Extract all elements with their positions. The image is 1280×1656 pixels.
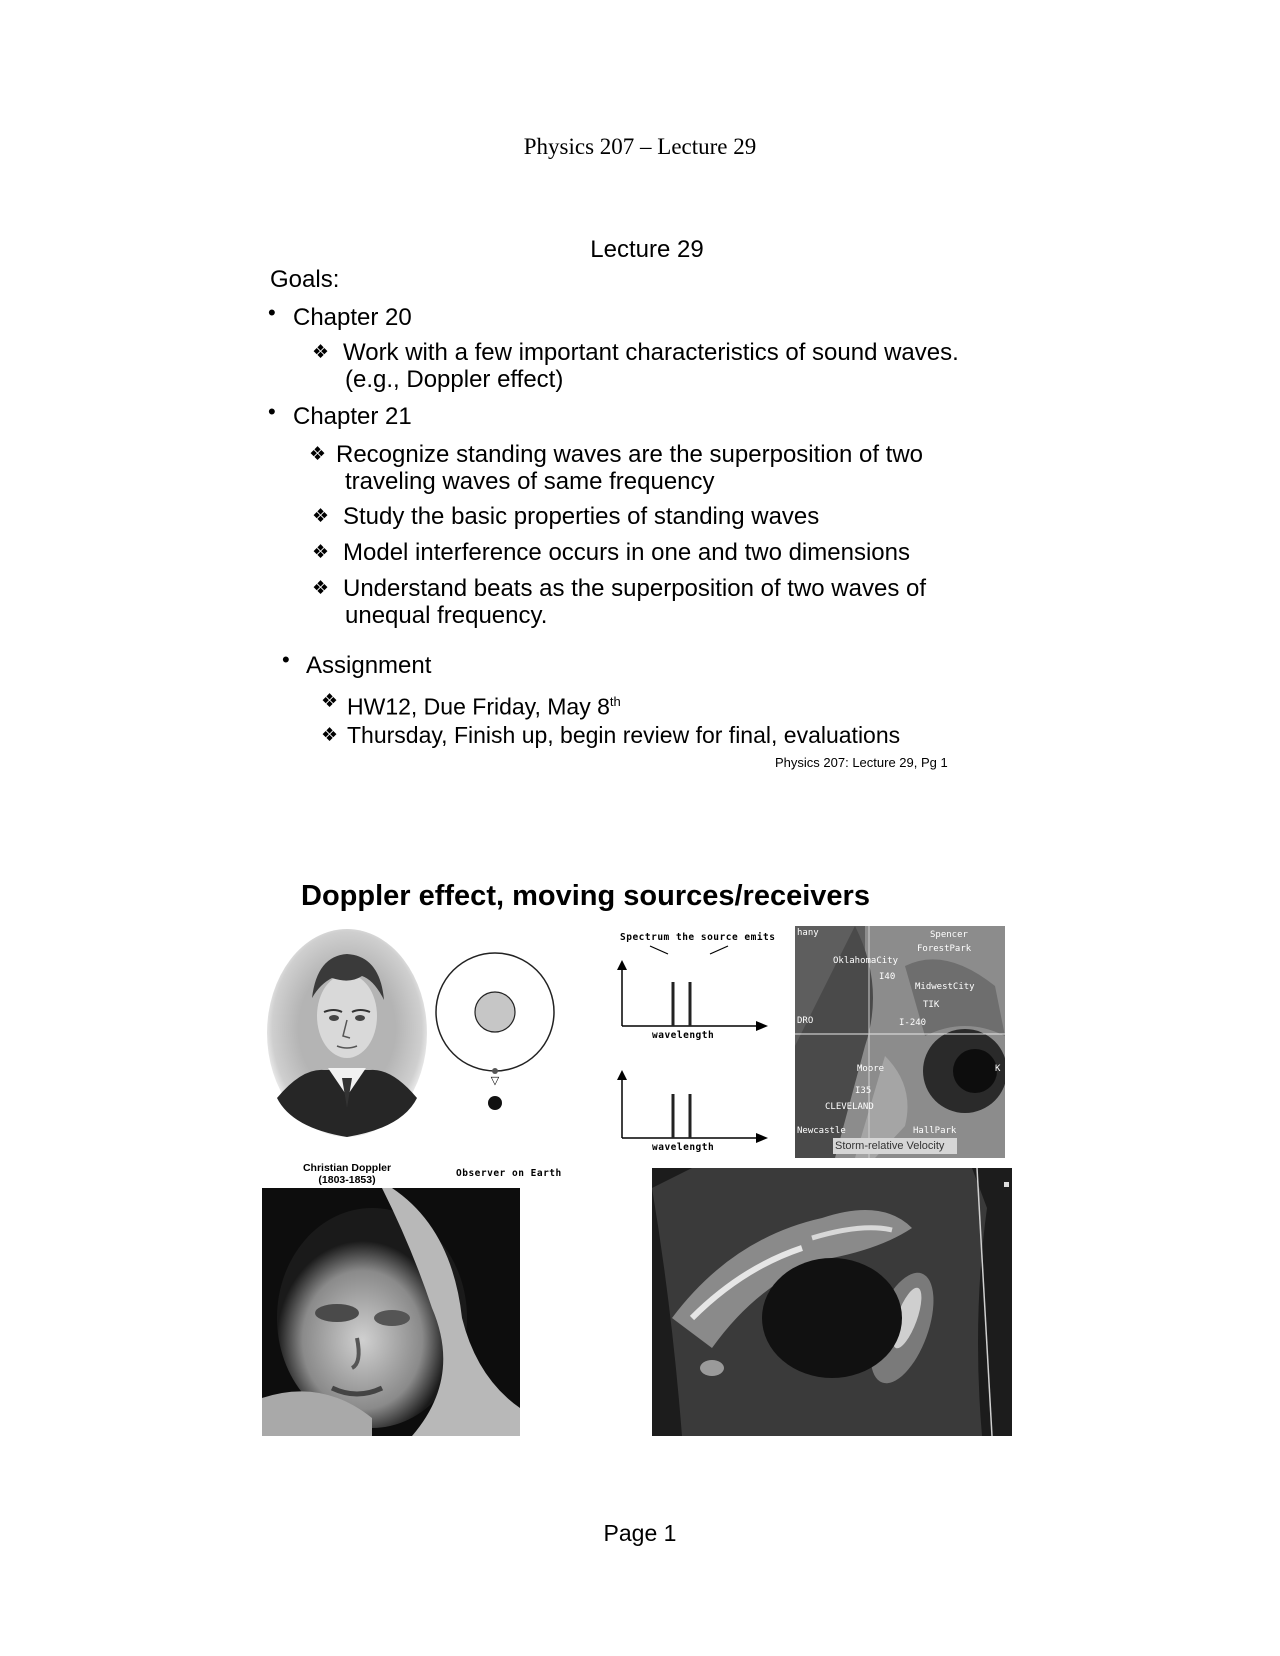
radar-label: Spencer: [930, 930, 968, 940]
chapter-20-heading: Chapter 20: [293, 304, 412, 331]
spectrum-caption: Spectrum the source emits: [620, 932, 776, 943]
ch21-item-4-line-2: unequal frequency.: [345, 602, 548, 629]
ch21-item-4-line-1: Understand beats as the superposition of two waves of: [343, 575, 927, 602]
doppler-portrait: [262, 928, 432, 1160]
radar-labels: [795, 926, 1005, 1158]
bullet-icon: •: [268, 399, 276, 424]
bullet-icon: •: [282, 647, 290, 672]
diamond-bullet-icon: ❖: [309, 444, 327, 465]
slide-title: Lecture 29: [590, 236, 704, 263]
radar-label: Moore: [857, 1064, 885, 1074]
slide-2-title: Doppler effect, moving sources/receivers: [301, 880, 870, 912]
chapter-21-heading: Chapter 21: [293, 403, 412, 430]
portrait-caption-years: (1803-1853): [318, 1174, 376, 1186]
page-number: Page 1: [603, 1520, 677, 1546]
slide-footer: Physics 207: Lecture 29, Pg 1: [775, 755, 948, 770]
radar-label: I-240: [899, 1018, 927, 1028]
diamond-bullet-icon: ❖: [321, 691, 339, 712]
radar-label: DRO: [797, 1016, 814, 1026]
radar-label: Newcastle: [797, 1126, 846, 1136]
page-header: Physics 207 – Lecture 29: [523, 134, 757, 159]
ch21-item-1-line-2: traveling waves of same frequency: [345, 468, 715, 495]
ch21-item-3: Model interference occurs in one and two dimensions: [343, 539, 910, 566]
observer-marker-icon: ▽: [490, 1074, 500, 1087]
diamond-bullet-icon: ❖: [321, 725, 339, 746]
goals-label: Goals:: [270, 266, 340, 293]
assignment-item-1-superscript: th: [609, 694, 621, 709]
orbit-diagram: [430, 950, 560, 1130]
radar-label: I35: [855, 1086, 872, 1096]
radar-label: ForestPark: [917, 944, 972, 954]
ch21-item-1-line-1: Recognize standing waves are the superposition of two: [336, 441, 924, 468]
diamond-bullet-icon: ❖: [312, 578, 330, 599]
diamond-bullet-icon: ❖: [312, 506, 330, 527]
doppler-ultrasound-image: [652, 1168, 1012, 1436]
ch20-item-1-line-2: (e.g., Doppler effect): [345, 366, 564, 393]
portrait-caption: [272, 1162, 422, 1186]
radar-label: HallPark: [913, 1126, 957, 1136]
wavelength-label-top: wavelength: [652, 1030, 715, 1041]
assignment-heading: Assignment: [306, 652, 432, 679]
radar-label: hany: [797, 928, 819, 938]
radar-label: K: [995, 1064, 1001, 1074]
ch21-item-2: Study the basic properties of standing waves: [343, 503, 820, 530]
wavelength-label-bottom: wavelength: [652, 1142, 715, 1153]
diamond-bullet-icon: ❖: [312, 342, 330, 363]
assignment-item-2: Thursday, Finish up, begin review for final, evaluations: [347, 722, 901, 748]
spectrum-diagram: [610, 942, 780, 1152]
assignment-item-1: [347, 688, 621, 721]
radar-label: TIK: [923, 1000, 940, 1010]
ultrasound-baby-image: [262, 1188, 520, 1436]
radar-label: MidwestCity: [915, 982, 975, 992]
radar-label: CLEVELAND: [825, 1102, 874, 1112]
observer-caption: Observer on Earth: [456, 1168, 562, 1179]
portrait-caption-name: Christian Doppler: [302, 1162, 392, 1174]
assignment-item-1-text: HW12, Due Friday, May 8: [347, 693, 610, 720]
ch20-item-1-line-1: Work with a few important characteristics of sound waves.: [343, 339, 959, 366]
bullet-icon: •: [268, 300, 276, 325]
radar-caption: Storm-relative Velocity: [835, 1140, 945, 1152]
radar-label: OklahomaCity: [833, 956, 899, 966]
radar-label: I40: [879, 972, 896, 982]
diamond-bullet-icon: ❖: [312, 542, 330, 563]
